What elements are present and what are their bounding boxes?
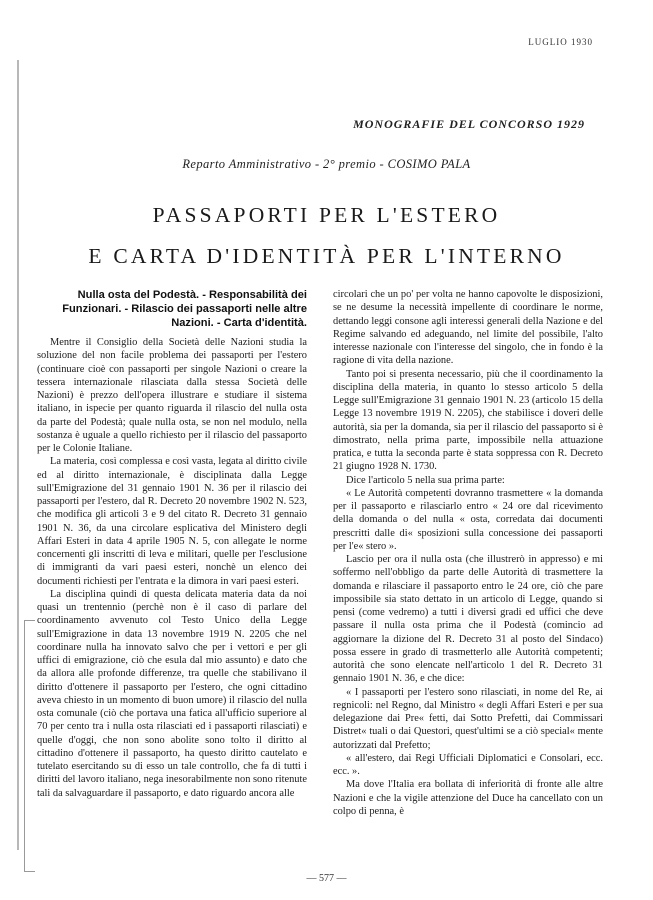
paragraph: Lascio per ora il nulla osta (che illustrerò in appresso) e mi soffermo nell'obbligo da parte delle Autorità di trasmettere la domanda e rilasciare il passaporto entro le 24 ore, ciò che pare impossibile sia stato dettato in un articolo di Legge, quando si pensi (come vedremo) a tutti i diversi gradi ed uffici che deve passare il nulla osta prima che il Podestà (comincio ad aggiornare la dizione del R. Decreto 31 al posto del Sindaco) possa essere in grado di trasmetterlo alle Autorità competenti; autorità che sono elencate nell'articolo 1 del R. Decreto 31 gennaio 1901 N. 36, e che dice: (333, 554, 603, 685)
paragraph: Ma dove l'Italia era bollata di inferiorità di fronte alle altre Nazioni e che la vigile attenzione del Duce ha cancellato con un colpo di penna, è (333, 779, 603, 817)
byline: Reparto Amministrativo - 2° premio - COSIMO PALA (182, 157, 471, 171)
article-title-line-2: E CARTA D'IDENTITÀ PER L'INTERNO (88, 244, 565, 268)
paragraph: Mentre il Consiglio della Società delle Nazioni studia la soluzione del non facile problema dei passaporti per l'estero (continuare cioè con passaporti per singole Nazioni o creare la tessera internazionale rilasciata dalla stessa Società delle Nazioni) è prezzo dell'opera illustrare e studiare il sistema italiano, in ispecie per quanto riguarda il rilascio del nulla osta da parte del Podestà; quale nulla osta, se non nel modulo, nella sostanza è uguale a quello richiesto per il rilascio del passaporto per le Colonie Italiane. (37, 337, 307, 454)
quotation: « Le Autorità competenti dovranno trasmettere « la domanda per il passaporto e rilasciarlo entro « 24 ore dal ricevimento della domanda o del nulla « osta, corredata dai documenti prescritti dalle di« sposizioni sulla concessione dei passaporti per l'e« stero ». (333, 487, 603, 552)
margin-bracket (24, 620, 35, 872)
paragraph: La disciplina quindi di questa delicata materia data da noi quasi un trentennio (perchè non è il caso di parlare del coordinamento avvenuto col Testo Unico della Legge sull'Emigrazione in data 13 novembre 1919 N. 2205 che nel coordinare nulla ha innovato salvo che per i vettori e per gli uffici di emigrazione, ciò che esula dal mio assunto) e dato che da allora alle profonde differenze, tra quelle che stabilivano il diritto d'ottenere il passaporto per l'estero, che ogni cittadino aveva chiesto in un momento di buon umore) il rilascio del nulla osta comunale (ciò che portava una fatica all'ufficio superiore al 70 per cento tra i nulla osta rilasciati ed i passaporti rilasciati) e quelle d'oggi, che non sono abolite sono tolto il diritto al cittadino d'ottenere il passaporto, ha questo diritto cautelato e tutelato esercitando su di esso un tale controllo, che fa di tutti i diritti del lavoro italiano, nega inesorabilmente non sono ritenute tali da salvaguardare il passaporto, e dato riguardo ancora alle (37, 588, 307, 799)
right-column (333, 288, 603, 818)
left-column (37, 288, 307, 800)
quotation: « I passaporti per l'estero sono rilasciati, in nome del Re, ai regnicoli: nel Regno, dal Ministro « degli Affari Esteri e per sua delegazione dai Pre« fetti, dai Sotto Prefetti, dai Commissari Distret« tuali o dai Questori, quest'ultimi se a ciò special« mente autorizzati dal Prefetto; (333, 686, 603, 751)
running-head: LUGLIO 1930 (528, 37, 593, 47)
paragraph: circolari che un po' per volta ne hanno capovolte le disposizioni, se ne desume la necessità impellente di coordinare le norme, dettando leggi consone agli interessi generali della Nazione e del Regime salvando ed adeguando, nel limite del possibile, l'alto interesse nazionale con l'interesse del singolo, che in fondo è la ragione di vita della nazione. (333, 289, 603, 367)
paragraph: La materia, così complessa e così vasta, legata al diritto civile ed al diritto internazionale, è disciplinata dalla Legge sull'Emigrazione del 31 gennaio 1901 N. 36 per il rilascio dei passaporti per l'estero, dal R. Decreto 20 novembre 1902 N. 523, che modifica gli articoli 3 e 9 del citato R. Decreto 31 gennaio 1901 N. 36, da una circolare esplicativa del Ministero degli Affari Esteri in data 4 aprile 1905 N. 5, con allegate le norme concernenti gli inscritti di leva e militari, quelle per l'esclusione di immigranti da vari paesi esteri, nonchè un elenco dei documenti richiesti per l'entrata e la dimora in vari paesi esteri. (37, 456, 307, 587)
quotation: « all'estero, dai Regi Ufficiali Diplomatici e Consolari, ecc. ecc. ». (333, 752, 603, 777)
section-subheading: Nulla osta del Podestà. - Responsabilità dei Funzionari. - Rilascio dei passaporti nelle altre Nazioni. - Carta d'identità. (62, 289, 307, 329)
paragraph: Tanto poi si presenta necessario, più che il coordinamento la disciplina della materia, in quanto lo stesso articolo 5 della Legge sull'Emigrazione 31 gennaio 1901 N. 23 (articolo 15 della Legge 13 novembre 1919 N. 2205), che stabilisce i doveri delle autorità, sia per la domanda, sia per il rilascio del passaporto si è dimostrato, nella prima parte, impossibile nella attuazione pratica, e tutta la seconda parte è stata soppressa con R. Decreto 21 giugno 1928 N. 1730. (333, 368, 603, 473)
page-number: — 577 — (306, 873, 347, 884)
article-title-line-1: PASSAPORTI PER L'ESTERO (152, 203, 501, 227)
paragraph: Dice l'articolo 5 nella sua prima parte: (346, 474, 505, 486)
series-title: MONOGRAFIE DEL CONCORSO 1929 (353, 117, 585, 131)
page-edge-rule (17, 60, 19, 850)
